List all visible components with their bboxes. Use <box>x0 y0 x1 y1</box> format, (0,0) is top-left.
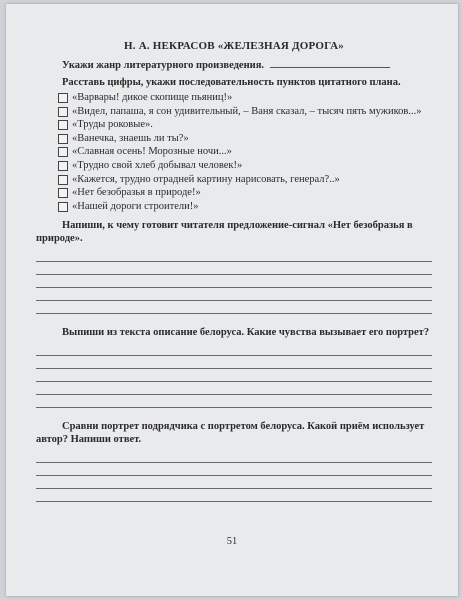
list-item <box>36 173 432 187</box>
task-genre <box>36 58 432 72</box>
list-item <box>36 159 432 173</box>
quote-text: «Трудно свой хлеб добывал человек!» <box>72 159 243 171</box>
list-item <box>36 145 432 159</box>
task-belarusian-portrait: Выпиши из текста описание белоруса. Какие чувства вызывает его портрет? <box>62 327 430 339</box>
answer-line[interactable] <box>36 275 432 288</box>
answer-line[interactable] <box>36 395 432 408</box>
answer-lines-task3 <box>36 249 432 314</box>
order-checkbox[interactable] <box>58 147 68 157</box>
list-item <box>36 91 432 105</box>
workbook-page <box>6 4 458 596</box>
task-compare-portraits: Сравни портрет подрядчика с портретом белоруса. Какой приём использует автор? Напиши ответ. <box>36 421 425 446</box>
page-title: Н. А. НЕКРАСОВ «ЖЕЛЕЗНАЯ ДОРОГА» <box>124 40 344 52</box>
page-content <box>36 40 432 514</box>
answer-lines-task5 <box>36 450 432 502</box>
genre-answer-line[interactable] <box>270 58 390 68</box>
answer-line[interactable] <box>36 249 432 262</box>
order-checkbox[interactable] <box>58 93 68 103</box>
list-item <box>36 186 432 200</box>
answer-line[interactable] <box>36 369 432 382</box>
task-plan-order: Расставь цифры, укажи последовательность пунктов цитатного плана. <box>62 77 401 88</box>
answer-line[interactable] <box>36 463 432 476</box>
quote-text: «Славная осень! Морозные ночи...» <box>72 146 232 158</box>
task-signal-sentence: Напиши, к чему готовит читателя предложение-сигнал «Нет безобразья в природе». <box>36 220 413 245</box>
task-genre-text: Укажи жанр литературного произведения. <box>62 60 264 71</box>
list-item <box>36 132 432 146</box>
list-item <box>36 105 432 119</box>
answer-line[interactable] <box>36 343 432 356</box>
answer-line[interactable] <box>36 288 432 301</box>
quote-plan-list <box>36 91 432 213</box>
answer-lines-task4 <box>36 343 432 408</box>
order-checkbox[interactable] <box>58 175 68 185</box>
answer-line[interactable] <box>36 262 432 275</box>
list-item <box>36 200 432 214</box>
answer-line[interactable] <box>36 489 432 502</box>
answer-line[interactable] <box>36 450 432 463</box>
order-checkbox[interactable] <box>58 161 68 171</box>
quote-text: «Труды роковые». <box>72 119 153 131</box>
quote-text: «Варвары! дикое скопище пьяниц!» <box>72 92 233 103</box>
list-item <box>36 118 432 132</box>
order-checkbox[interactable] <box>58 188 68 198</box>
order-checkbox[interactable] <box>58 120 68 130</box>
page-number: 51 <box>226 536 238 547</box>
answer-line[interactable] <box>36 476 432 489</box>
order-checkbox[interactable] <box>58 134 68 144</box>
answer-line[interactable] <box>36 301 432 314</box>
quote-text: «Ванечка, знаешь ли ты?» <box>72 132 189 144</box>
order-checkbox[interactable] <box>58 107 68 117</box>
quote-text: «Видел, папаша, я сон удивительный, – Ваня сказал, – тысяч пять мужиков...» <box>72 105 422 117</box>
answer-line[interactable] <box>36 382 432 395</box>
quote-text: «Кажется, трудно отрадней картину нарисовать, генерал?..» <box>72 173 340 185</box>
order-checkbox[interactable] <box>58 202 68 212</box>
quote-text: «Нет безобразья в природе!» <box>72 187 201 199</box>
answer-line[interactable] <box>36 356 432 369</box>
quote-text: «Нашей дороги строители!» <box>72 200 199 212</box>
